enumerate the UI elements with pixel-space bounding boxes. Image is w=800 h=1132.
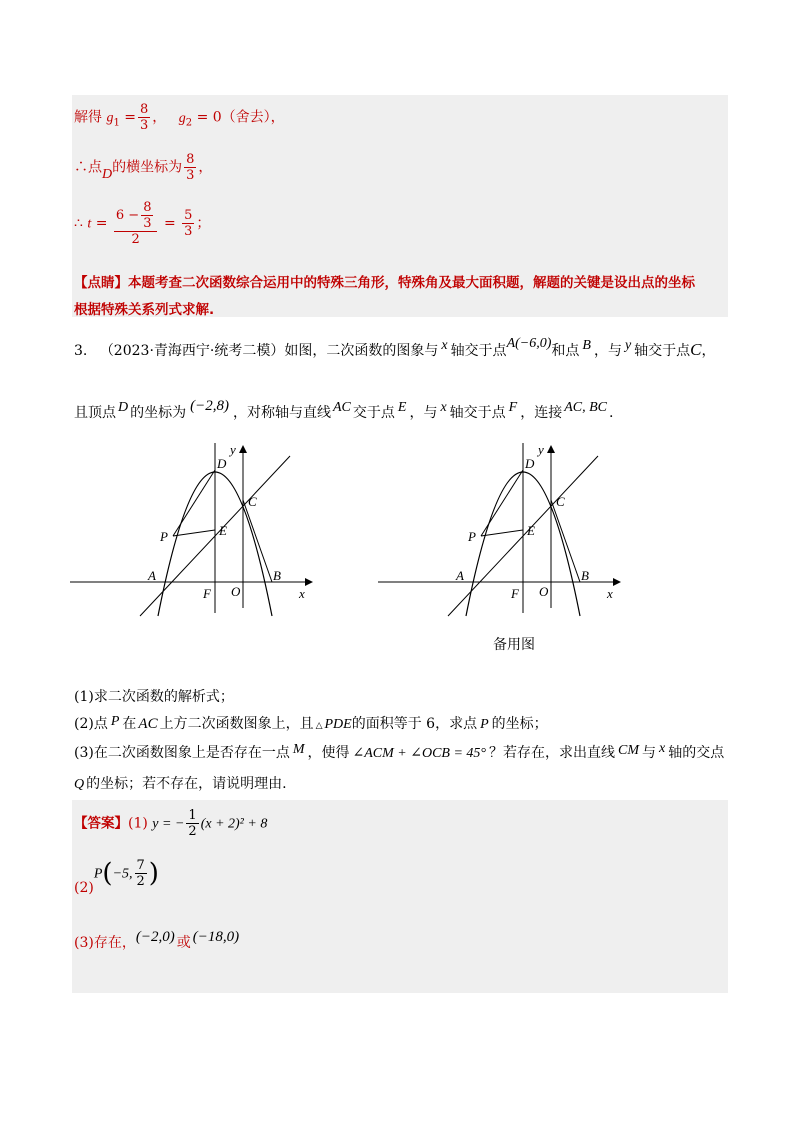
figure-spare xyxy=(376,438,628,618)
label-b: B xyxy=(581,568,589,583)
label-p: P xyxy=(160,529,168,544)
answer-1: 【答案】(1) y = − $\frac{1}{2}$ (x + 2)² + 8 xyxy=(74,808,268,839)
label-y: y xyxy=(538,442,544,457)
label-c: C xyxy=(556,494,565,509)
comment-line-1: 【点睛】本题考查二次函数综合运用中的特殊三角形，特殊角及最大面积题，解题的关键是设出点的坐标 xyxy=(74,275,695,291)
label-o: O xyxy=(539,584,549,599)
question-2: (2)点 P 在 AC 上方二次函数图象上，且 △ PDE的面积等于 6，求点 P 的坐标； xyxy=(74,714,548,732)
label-a: A xyxy=(456,568,464,583)
label-c: C xyxy=(248,494,257,509)
label-f: F xyxy=(203,586,211,601)
label-x: x xyxy=(607,586,613,601)
segment-bc xyxy=(551,500,580,582)
label-p: P xyxy=(468,529,476,544)
segment-bc xyxy=(243,500,272,582)
label-e: E xyxy=(219,523,227,538)
question-3-line-2: Q 的坐标；若不存在，请说明理由. xyxy=(74,776,287,792)
label-y: y xyxy=(230,442,236,457)
problem-line-2: 且顶点 D 的坐标为 (−2,8) ，对称轴与直线 AC 交于点 E ，与 x 轴交于点 F ，连接 AC, BC . xyxy=(74,398,614,421)
question-3-line-1: (3)在二次函数图象上是否存在一点 M ，使得 ∠ACM + ∠OCB = 45° ？若存在，求出直线 CM 与 x 轴的交点 xyxy=(74,741,725,761)
compound-fraction: 6 − $\frac{8}{3}$ 2 xyxy=(114,200,158,247)
solution-line-2: ∴点D的横坐标为 $\frac{8}{3}$ ， xyxy=(74,152,213,183)
figure-main xyxy=(68,438,320,618)
segment-pe xyxy=(173,530,215,536)
label-b: B xyxy=(273,568,281,583)
segment-pe xyxy=(481,530,523,536)
label-d: D xyxy=(525,456,535,471)
segment-pd xyxy=(481,470,523,536)
figure-caption: 备用图 xyxy=(493,637,535,653)
solution-line-3: ∴ t = 6 − $\frac{8}{3}$ 2 = $\frac{5}{3}$ ； xyxy=(74,200,211,247)
comment-line-2: 根据特殊关系列式求解. xyxy=(74,302,215,318)
solution-line-1: 解得 $g_1$ = $\frac{8}{3}$ ， $g_2 = 0$（舍去）， xyxy=(74,102,285,133)
answer-3: (3)存在，(−2,0) 或 (−18,0) xyxy=(74,929,240,951)
label-x: x xyxy=(299,586,305,601)
fraction: $\frac{8}{3}$ xyxy=(140,102,149,133)
label-a: A xyxy=(148,568,156,583)
label-o: O xyxy=(231,584,241,599)
question-1: (1)求二次函数的解析式； xyxy=(74,689,234,705)
segment-pd xyxy=(173,470,215,536)
problem-line-1: 3. （2023·青海西宁·统考二模）如图，二次函数的图象与 x 轴交于点A(−6,0)和点 B ，与 y 轴交于点C， xyxy=(74,336,716,359)
label-e: E xyxy=(527,523,535,538)
label-d: D xyxy=(217,456,227,471)
label-f: F xyxy=(511,586,519,601)
answer-2: (2)P(−5, $\frac{7}{2}$ ) xyxy=(74,858,159,896)
